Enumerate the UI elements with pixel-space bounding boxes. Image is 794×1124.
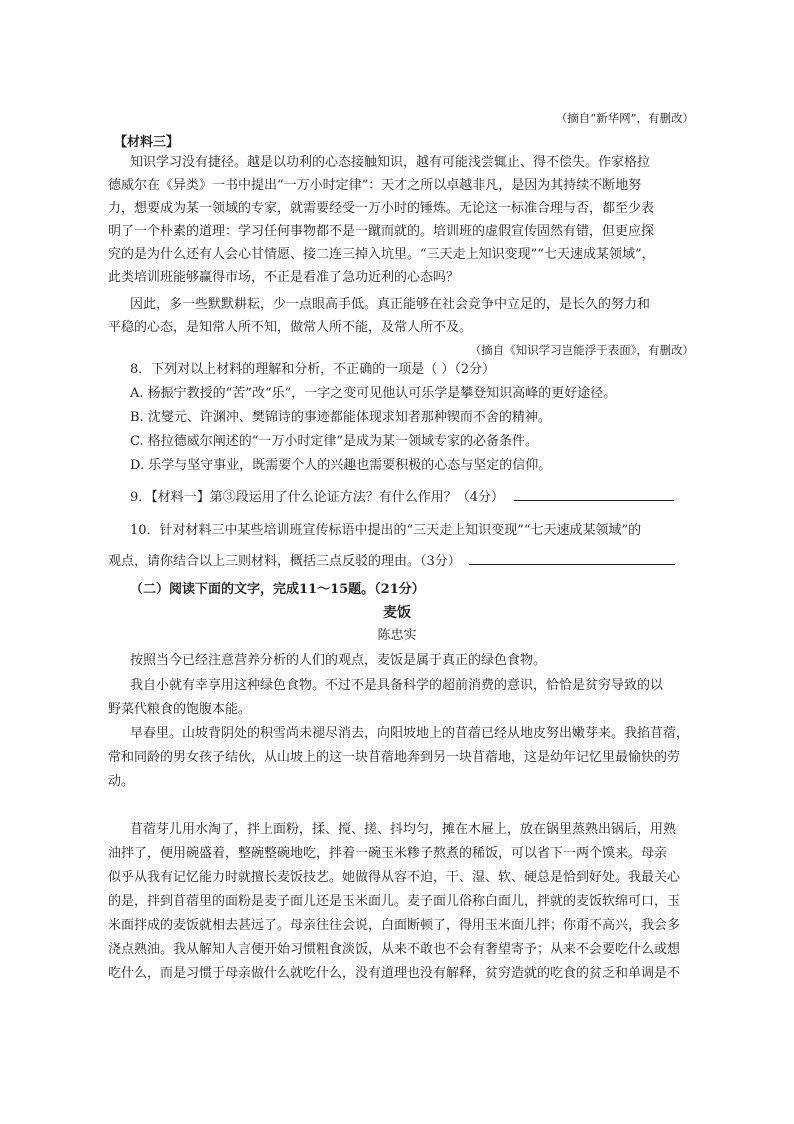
q10-text: 观点，请你结合以上三则材料，概括三点反驳的理由。（3分） <box>108 554 461 569</box>
material3-p2-line: 平稳的心态，是知常人所不知，做常人所不能，及常人所不及。 <box>108 320 473 335</box>
q9-line <box>130 488 674 506</box>
q8-option-d: D. 乐学与坚守事业，既需要个人的兴趣也需要积极的心态与坚定的信仰。 <box>130 458 552 473</box>
q8-option-c: C. 格拉德威尔阐述的“一万小时定律”是成为某一领域专家的必备条件。 <box>130 434 539 449</box>
q10-line-2 <box>108 552 675 570</box>
material3-p1-line: 力，想要成为某一领域的专家，就需要经受一万小时的锤炼。无论这一标准合理与否，都至少表 <box>108 201 655 216</box>
source-xinhua: （摘自“新华网”，有删改） <box>555 111 694 125</box>
essay-p4-line: 米面拌成的麦饭就相去甚远了。母亲往往会说，白面断顿了，得用玉米面儿拌；你甭不高兴，我会多 <box>108 918 681 933</box>
q9-answer-blank[interactable] <box>514 488 674 501</box>
source-material3: （摘自《知识学习岂能浮于表面》，有删改） <box>469 343 694 357</box>
material3-p2-line: 因此，多一些默默耕耘，少一点眼高手低。真正能够在社会竞争中立足的，是长久的努力和 <box>130 297 651 312</box>
essay-p3-line: 动。 <box>108 774 135 789</box>
essay-p4-line: 吃什么，而是习惯于母亲做什么就吃什么，没有道理也没有解释，贫穷造就的吃食的贫乏和单调是不 <box>108 966 681 981</box>
section2-heading: （二）阅读下面的文字，完成11～15题。（21分） <box>130 582 425 597</box>
essay-p3-line: 常和同龄的男女孩子结伙，从山坡上的这一块苜蓿地奔到另一块苜蓿地，这是幼年记忆里最愉快的劳 <box>108 750 681 765</box>
material3-p1-line: 究的是为什么还有人会心甘情愿、接二连三掉入坑里。“三天走上知识变现”“七天速成某领域”， <box>108 247 655 262</box>
essay-p2-line: 我自小就有幸享用这种绿色食物。不过不是具备科学的超前消费的意识，恰恰是贫穷导致的以 <box>130 678 664 693</box>
q10-answer-blank[interactable] <box>469 552 675 565</box>
essay-p4-line: 油拌了，便用碗盛着，整碗整碗地吃，拌着一碗玉米糁子熬煮的稀饭，可以省下一两个馍来。母亲 <box>108 846 668 861</box>
essay-author: 陈忠实 <box>377 628 417 643</box>
essay-title: 麦饭 <box>383 605 411 621</box>
q9-text: 9．【材料一】第③段运用了什么论证方法？有什么作用？（4分） <box>130 490 505 505</box>
q10-line-1: 10．针对材料三中某些培训班宣传标语中提出的“三天走上知识变现”“七天速成某领域”的 <box>130 523 642 538</box>
essay-p3-line: 早春里。山坡背阴处的积雪尚未褪尽消去，向阳坡地上的苜蓿已经从地皮努出嫩芽来。我掐苜蓿， <box>130 726 690 741</box>
material3-p1-line: 德威尔在《异类》一书中提出“一万小时定律”：天才之所以卓越非凡，是因为其持续不断地努 <box>108 178 642 193</box>
essay-p4-line: 似乎从我有记忆能力时就擅长麦饭技艺。她做得从容不迫，干、湿、软、硬总是恰到好处。我最关心 <box>108 870 681 885</box>
material3-heading: 【材料三】 <box>114 135 180 150</box>
material3-p1-line: 明了一个朴素的道理：学习任何事物都不是一蹴而就的。培训班的虚假宣传固然有错，但更应探 <box>108 224 655 239</box>
material3-p1-line: 知识学习没有捷径。越是以功利的心态接触知识，越有可能浅尝辄止、得不偿失。作家格拉 <box>130 155 651 170</box>
essay-p4-line: 的是，拌到苜蓿里的面粉是麦子面儿还是玉米面儿。麦子面儿俗称白面儿，拌就的麦饭软绵可口，玉 <box>108 894 681 909</box>
essay-p4-line: 浇点熟油。我从解知人言便开始习惯粗食淡饭，从来不敢也不会有奢望寄予；从来不会要吃什么或想 <box>108 942 681 957</box>
material3-p1-line: 此类培训班能够赢得市场，不正是看准了急功近利的心态吗？ <box>108 270 460 285</box>
essay-p4-line: 苜蓿芽儿用水淘了，拌上面粉，揉、搅、搓、抖均匀，摊在木屉上，放在锅里蒸熟出锅后，用熟 <box>130 822 677 837</box>
q8-option-b: B. 沈燮元、许渊冲、樊锦诗的事迹都能体现求知者那种锲而不舍的精神。 <box>130 410 551 425</box>
q8-option-a: A. 杨振宁教授的“苦”改“乐”，一字之变可见他认可乐学是攀登知识高峰的更好途径。 <box>130 386 617 401</box>
essay-p2-line: 野菜代粮食的饱腹本能。 <box>108 702 252 717</box>
essay-p1: 按照当今已经注意营养分析的人们的观点，麦饭是属于真正的绿色食物。 <box>130 653 547 668</box>
q8-stem: 8．下列对以上材料的理解和分析，不正确的一项是（ ）（2分） <box>130 362 496 377</box>
